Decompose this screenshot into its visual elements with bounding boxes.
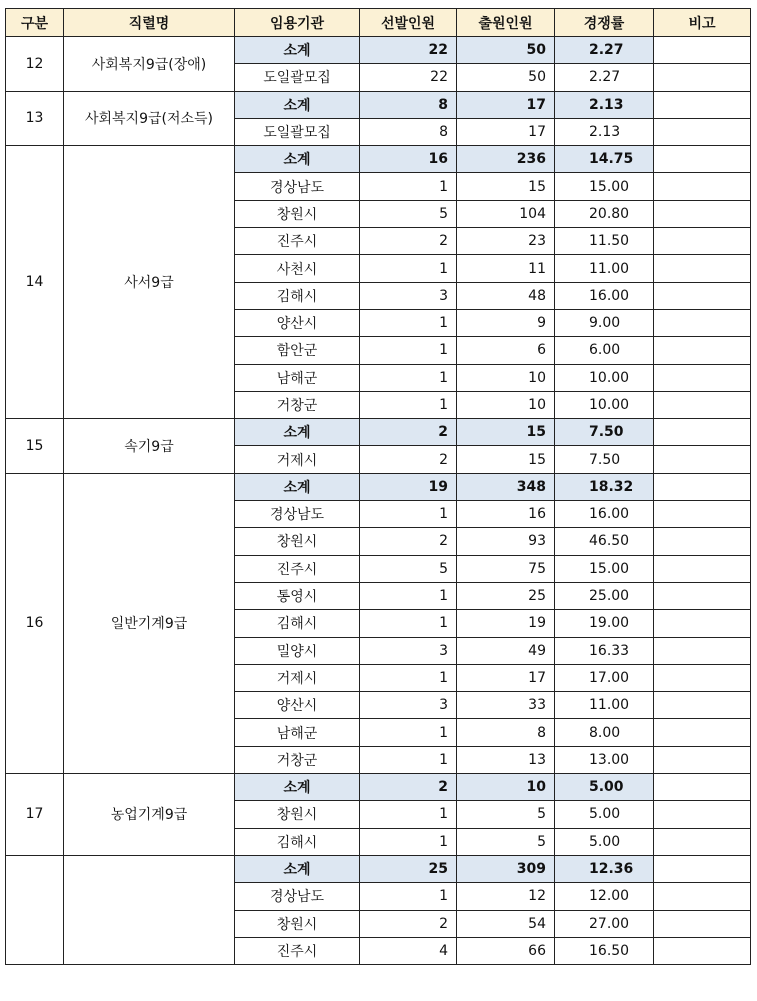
remarks-cell — [654, 146, 751, 173]
remarks-cell — [654, 801, 751, 828]
agency-cell: 소계 — [235, 91, 360, 118]
applicant-count-cell: 5 — [457, 801, 555, 828]
competition-rate-cell: 16.50 — [555, 937, 654, 964]
remarks-cell — [654, 91, 751, 118]
applicant-count-cell: 33 — [457, 692, 555, 719]
remarks-cell — [654, 419, 751, 446]
competition-rate-cell: 16.00 — [555, 501, 654, 528]
applicant-count-cell: 17 — [457, 118, 555, 145]
competition-rate-cell: 2.13 — [555, 91, 654, 118]
applicant-count-cell: 15 — [457, 419, 555, 446]
applicant-count-cell: 48 — [457, 282, 555, 309]
agency-cell: 창원시 — [235, 528, 360, 555]
subtotal-row — [6, 774, 751, 801]
selected-count-cell: 2 — [360, 774, 457, 801]
competition-rate-cell: 27.00 — [555, 910, 654, 937]
agency-cell: 김해시 — [235, 828, 360, 855]
applicant-count-cell: 75 — [457, 555, 555, 582]
competition-rate-cell: 11.00 — [555, 255, 654, 282]
remarks-cell — [654, 746, 751, 773]
header-job-series: 직렬명 — [64, 9, 235, 37]
applicant-count-cell: 17 — [457, 664, 555, 691]
competition-rate-cell: 14.75 — [555, 146, 654, 173]
remarks-cell — [654, 637, 751, 664]
competition-rate-cell: 19.00 — [555, 610, 654, 637]
agency-cell: 거창군 — [235, 746, 360, 773]
applicant-count-cell: 309 — [457, 855, 555, 882]
selected-count-cell: 1 — [360, 255, 457, 282]
selected-count-cell: 1 — [360, 391, 457, 418]
job-series-name: 사회복지9급(저소득) — [64, 91, 235, 146]
applicant-count-cell: 23 — [457, 228, 555, 255]
remarks-cell — [654, 855, 751, 882]
agency-cell: 밀양시 — [235, 637, 360, 664]
selected-count-cell: 1 — [360, 610, 457, 637]
remarks-cell — [654, 774, 751, 801]
applicant-count-cell: 19 — [457, 610, 555, 637]
agency-cell: 거제시 — [235, 664, 360, 691]
applicant-count-cell: 15 — [457, 173, 555, 200]
header-selected: 선발인원 — [360, 9, 457, 37]
agency-cell: 소계 — [235, 419, 360, 446]
remarks-cell — [654, 610, 751, 637]
subtotal-row — [6, 146, 751, 173]
selected-count-cell: 8 — [360, 91, 457, 118]
applicant-count-cell: 15 — [457, 446, 555, 473]
remarks-cell — [654, 282, 751, 309]
header-category: 구분 — [6, 9, 64, 37]
remarks-cell — [654, 883, 751, 910]
competition-rate-cell: 12.36 — [555, 855, 654, 882]
job-series-name — [64, 855, 235, 964]
agency-cell: 경상남도 — [235, 501, 360, 528]
agency-cell: 진주시 — [235, 937, 360, 964]
remarks-cell — [654, 528, 751, 555]
selected-count-cell: 1 — [360, 664, 457, 691]
selected-count-cell: 2 — [360, 528, 457, 555]
selected-count-cell: 4 — [360, 937, 457, 964]
group-number: 17 — [6, 774, 64, 856]
header-agency: 임용기관 — [235, 9, 360, 37]
competition-rate-cell: 2.27 — [555, 64, 654, 91]
selected-count-cell: 1 — [360, 801, 457, 828]
remarks-cell — [654, 582, 751, 609]
agency-cell: 김해시 — [235, 282, 360, 309]
remarks-cell — [654, 200, 751, 227]
remarks-cell — [654, 446, 751, 473]
competition-rate-cell: 20.80 — [555, 200, 654, 227]
job-series-name: 농업기계9급 — [64, 774, 235, 856]
competition-rate-cell: 25.00 — [555, 582, 654, 609]
job-series-name: 속기9급 — [64, 419, 235, 474]
agency-cell: 창원시 — [235, 200, 360, 227]
remarks-cell — [654, 228, 751, 255]
remarks-cell — [654, 473, 751, 500]
selected-count-cell: 5 — [360, 555, 457, 582]
applicant-count-cell: 50 — [457, 37, 555, 64]
applicant-count-cell: 236 — [457, 146, 555, 173]
selected-count-cell: 3 — [360, 282, 457, 309]
subtotal-row — [6, 37, 751, 64]
selected-count-cell: 1 — [360, 501, 457, 528]
competition-rate-cell: 46.50 — [555, 528, 654, 555]
competition-rate-cell: 15.00 — [555, 555, 654, 582]
header-competition-rate: 경쟁률 — [555, 9, 654, 37]
competition-rate-cell: 11.50 — [555, 228, 654, 255]
competition-rate-cell: 10.00 — [555, 364, 654, 391]
competition-rate-cell: 9.00 — [555, 309, 654, 336]
header-row — [6, 9, 751, 37]
applicant-count-cell: 11 — [457, 255, 555, 282]
agency-cell: 남해군 — [235, 719, 360, 746]
agency-cell: 소계 — [235, 855, 360, 882]
header-applicants: 출원인원 — [457, 9, 555, 37]
applicant-count-cell: 10 — [457, 774, 555, 801]
selected-count-cell: 1 — [360, 828, 457, 855]
competition-rate-cell: 16.00 — [555, 282, 654, 309]
remarks-cell — [654, 501, 751, 528]
remarks-cell — [654, 309, 751, 336]
agency-cell: 경상남도 — [235, 173, 360, 200]
agency-cell: 양산시 — [235, 309, 360, 336]
agency-cell: 거제시 — [235, 446, 360, 473]
agency-cell: 소계 — [235, 473, 360, 500]
agency-cell: 경상남도 — [235, 883, 360, 910]
subtotal-row — [6, 855, 751, 882]
selected-count-cell: 8 — [360, 118, 457, 145]
applicant-count-cell: 12 — [457, 883, 555, 910]
applicant-count-cell: 348 — [457, 473, 555, 500]
remarks-cell — [654, 118, 751, 145]
selected-count-cell: 1 — [360, 309, 457, 336]
competition-rate-cell: 2.27 — [555, 37, 654, 64]
applicant-count-cell: 104 — [457, 200, 555, 227]
competition-rate-cell: 5.00 — [555, 801, 654, 828]
recruitment-table — [5, 8, 751, 965]
agency-cell: 함안군 — [235, 337, 360, 364]
group-number — [6, 855, 64, 964]
applicant-count-cell: 16 — [457, 501, 555, 528]
applicant-count-cell: 9 — [457, 309, 555, 336]
table-body — [6, 37, 751, 965]
remarks-cell — [654, 391, 751, 418]
subtotal-row — [6, 419, 751, 446]
applicant-count-cell: 10 — [457, 391, 555, 418]
selected-count-cell: 2 — [360, 419, 457, 446]
selected-count-cell: 2 — [360, 228, 457, 255]
selected-count-cell: 3 — [360, 637, 457, 664]
remarks-cell — [654, 364, 751, 391]
applicant-count-cell: 50 — [457, 64, 555, 91]
selected-count-cell: 3 — [360, 692, 457, 719]
competition-rate-cell: 17.00 — [555, 664, 654, 691]
competition-rate-cell: 5.00 — [555, 774, 654, 801]
remarks-cell — [654, 255, 751, 282]
selected-count-cell: 1 — [360, 582, 457, 609]
competition-rate-cell: 16.33 — [555, 637, 654, 664]
header-remarks: 비고 — [654, 9, 751, 37]
applicant-count-cell: 93 — [457, 528, 555, 555]
competition-rate-cell: 13.00 — [555, 746, 654, 773]
selected-count-cell: 1 — [360, 746, 457, 773]
applicant-count-cell: 66 — [457, 937, 555, 964]
remarks-cell — [654, 37, 751, 64]
job-series-name: 일반기계9급 — [64, 473, 235, 773]
applicant-count-cell: 13 — [457, 746, 555, 773]
agency-cell: 도일괄모집 — [235, 118, 360, 145]
remarks-cell — [654, 719, 751, 746]
competition-rate-cell: 5.00 — [555, 828, 654, 855]
agency-cell: 통영시 — [235, 582, 360, 609]
job-series-name: 사서9급 — [64, 146, 235, 419]
competition-rate-cell: 6.00 — [555, 337, 654, 364]
remarks-cell — [654, 173, 751, 200]
subtotal-row — [6, 473, 751, 500]
agency-cell: 진주시 — [235, 228, 360, 255]
competition-rate-cell: 8.00 — [555, 719, 654, 746]
remarks-cell — [654, 337, 751, 364]
remarks-cell — [654, 692, 751, 719]
agency-cell: 소계 — [235, 37, 360, 64]
group-number: 16 — [6, 473, 64, 773]
remarks-cell — [654, 664, 751, 691]
competition-rate-cell: 18.32 — [555, 473, 654, 500]
applicant-count-cell: 49 — [457, 637, 555, 664]
agency-cell: 창원시 — [235, 801, 360, 828]
agency-cell: 양산시 — [235, 692, 360, 719]
agency-cell: 남해군 — [235, 364, 360, 391]
agency-cell: 김해시 — [235, 610, 360, 637]
applicant-count-cell: 8 — [457, 719, 555, 746]
selected-count-cell: 1 — [360, 364, 457, 391]
selected-count-cell: 22 — [360, 64, 457, 91]
applicant-count-cell: 5 — [457, 828, 555, 855]
selected-count-cell: 25 — [360, 855, 457, 882]
agency-cell: 도일괄모집 — [235, 64, 360, 91]
competition-rate-cell: 10.00 — [555, 391, 654, 418]
table-header — [6, 9, 751, 37]
applicant-count-cell: 6 — [457, 337, 555, 364]
competition-rate-cell: 7.50 — [555, 446, 654, 473]
selected-count-cell: 16 — [360, 146, 457, 173]
selected-count-cell: 22 — [360, 37, 457, 64]
selected-count-cell: 2 — [360, 910, 457, 937]
remarks-cell — [654, 937, 751, 964]
group-number: 14 — [6, 146, 64, 419]
applicant-count-cell: 25 — [457, 582, 555, 609]
competition-rate-cell: 11.00 — [555, 692, 654, 719]
competition-rate-cell: 2.13 — [555, 118, 654, 145]
remarks-cell — [654, 64, 751, 91]
selected-count-cell: 1 — [360, 883, 457, 910]
selected-count-cell: 19 — [360, 473, 457, 500]
subtotal-row — [6, 91, 751, 118]
job-series-name: 사회복지9급(장애) — [64, 37, 235, 92]
selected-count-cell: 1 — [360, 173, 457, 200]
agency-cell: 거창군 — [235, 391, 360, 418]
remarks-cell — [654, 828, 751, 855]
agency-cell: 소계 — [235, 774, 360, 801]
selected-count-cell: 1 — [360, 337, 457, 364]
competition-rate-cell: 12.00 — [555, 883, 654, 910]
remarks-cell — [654, 555, 751, 582]
competition-rate-cell: 7.50 — [555, 419, 654, 446]
selected-count-cell: 2 — [360, 446, 457, 473]
competition-rate-cell: 15.00 — [555, 173, 654, 200]
agency-cell: 진주시 — [235, 555, 360, 582]
agency-cell: 사천시 — [235, 255, 360, 282]
selected-count-cell: 5 — [360, 200, 457, 227]
group-number: 13 — [6, 91, 64, 146]
agency-cell: 소계 — [235, 146, 360, 173]
group-number: 12 — [6, 37, 64, 92]
applicant-count-cell: 10 — [457, 364, 555, 391]
applicant-count-cell: 54 — [457, 910, 555, 937]
selected-count-cell: 1 — [360, 719, 457, 746]
agency-cell: 창원시 — [235, 910, 360, 937]
group-number: 15 — [6, 419, 64, 474]
applicant-count-cell: 17 — [457, 91, 555, 118]
remarks-cell — [654, 910, 751, 937]
